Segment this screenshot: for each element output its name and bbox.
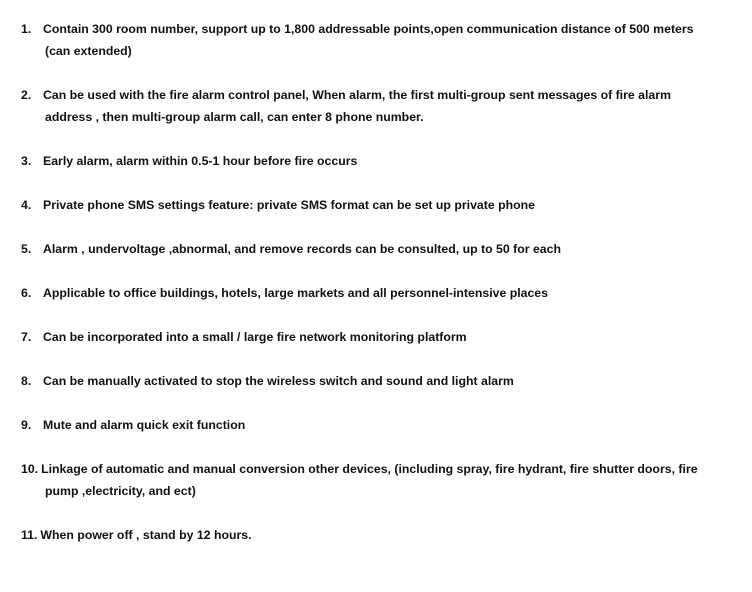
- feature-text-continued: pump ,electricity, and ect): [45, 484, 196, 498]
- feature-item-7: [21, 326, 731, 348]
- feature-text: Can be used with the fire alarm control panel, When alarm, the first multi-group sent messages of fire alarm: [43, 88, 671, 102]
- feature-item-10: [21, 458, 731, 502]
- feature-list: [21, 18, 731, 568]
- feature-item-8: [21, 370, 731, 392]
- feature-text: Can be manually activated to stop the wireless switch and sound and light alarm: [43, 374, 514, 388]
- feature-text: Mute and alarm quick exit function: [43, 418, 246, 432]
- feature-item-6: [21, 282, 731, 304]
- feature-item-5: [21, 238, 731, 260]
- feature-item-9: [21, 414, 731, 436]
- feature-text: Private phone SMS settings feature: private SMS format can be set up private phone: [43, 198, 535, 212]
- feature-item-1: [21, 18, 731, 62]
- feature-number: 8.: [21, 374, 32, 388]
- feature-number: 11.: [21, 528, 38, 542]
- feature-number: 10.: [21, 462, 39, 476]
- feature-text: Early alarm, alarm within 0.5-1 hour before fire occurs: [43, 154, 358, 168]
- feature-text: Alarm , undervoltage ,abnormal, and remove records can be consulted, up to 50 for each: [43, 242, 561, 256]
- feature-number: 4.: [21, 198, 32, 212]
- feature-number: 2.: [21, 88, 32, 102]
- feature-text: Contain 300 room number, support up to 1,800 addressable points,open communication distance of 500 meters: [43, 22, 694, 36]
- feature-text: Applicable to office buildings, hotels, large markets and all personnel-intensive places: [43, 286, 548, 300]
- feature-text: Can be incorporated into a small / large fire network monitoring platform: [43, 330, 467, 344]
- feature-number: 3.: [21, 154, 32, 168]
- feature-text: Linkage of automatic and manual conversion other devices, (including spray, fire hydrant, fire shutter doors, fire: [41, 462, 698, 476]
- feature-number: 5.: [21, 242, 32, 256]
- feature-number: 6.: [21, 286, 32, 300]
- feature-text-continued: (can extended): [45, 44, 132, 58]
- feature-text: When power off , stand by 12 hours.: [40, 528, 252, 542]
- feature-number: 7.: [21, 330, 32, 344]
- feature-number: 9.: [21, 418, 32, 432]
- feature-item-2: [21, 84, 731, 128]
- feature-item-11: [21, 524, 731, 546]
- feature-item-4: [21, 194, 731, 216]
- feature-text-continued: address , then multi-group alarm call, can enter 8 phone number.: [45, 110, 424, 124]
- feature-item-3: [21, 150, 731, 172]
- feature-number: 1.: [21, 22, 32, 36]
